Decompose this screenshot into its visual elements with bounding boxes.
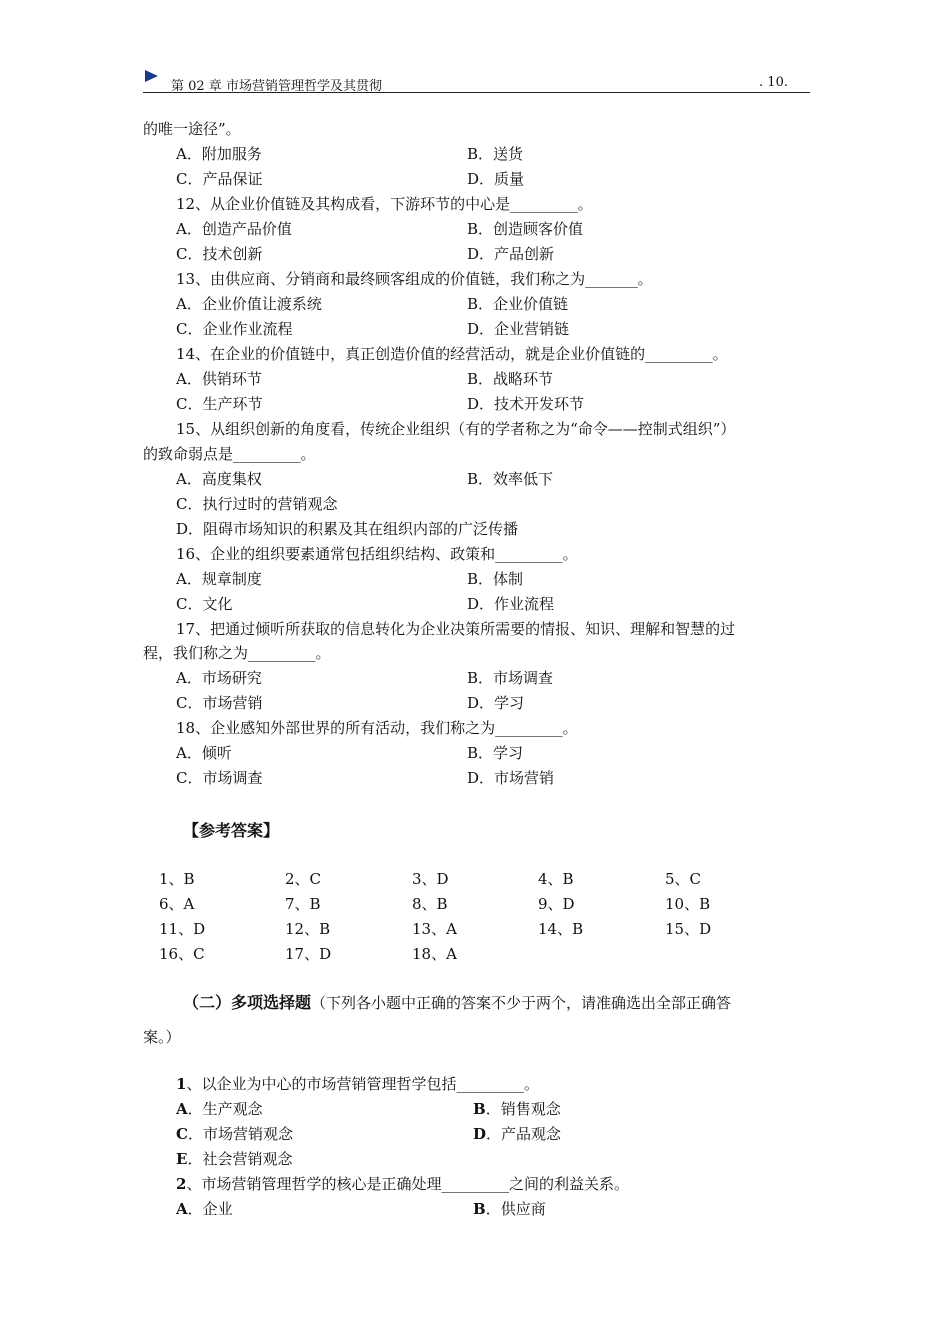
answer: 16、C [159,945,205,963]
option [473,1124,561,1144]
option: D．学习 [467,694,525,712]
option: B．市场调查 [467,669,554,687]
option: D．质量 [467,170,525,188]
option: C．市场调查 [176,769,263,787]
answer: 15、D [665,920,712,938]
question-14: 14、在企业的价值链中，真正创造价值的经营活动，就是企业价值链的_________。 [176,345,728,363]
option [473,1199,546,1219]
answer: 18、A [412,945,457,963]
option: A．市场研究 [176,669,262,687]
answer: 12、B [285,920,331,938]
option-text: ．供应商 [485,1200,546,1218]
multi-choice-note-continued: 案。） [143,1028,181,1046]
multi-question-1 [176,1074,539,1094]
option: C．市场营销 [176,694,263,712]
question-text: 、市场营销管理哲学的核心是正确处理_________之间的利益关系。 [186,1175,629,1193]
answer: 11、D [159,920,206,938]
answer: 6、A [159,895,195,913]
option: B．体制 [467,570,524,588]
option-letter: D [473,1125,487,1143]
answer: 14、B [538,920,584,938]
answer: 10、B [665,895,711,913]
question-12: 12、从企业价值链及其构成看，下游环节的中心是_________。 [176,195,593,213]
answer: 8、B [412,895,448,913]
answer: 9、D [538,895,575,913]
multi-question-2 [176,1174,629,1194]
option: D．企业营销链 [467,320,570,338]
option: C．生产环节 [176,395,263,413]
option: A．高度集权 [176,470,262,488]
option: B．创造顾客价值 [467,220,584,238]
answer: 17、D [285,945,332,963]
question-15-continued: 的致命弱点是_________。 [143,445,316,463]
option: A．倾听 [176,744,232,762]
question-15: 15、从组织创新的角度看，传统企业组织（有的学者称之为“命令——控制式组织”） [176,420,736,438]
option-letter: A [176,1200,188,1218]
question-number: 1 [176,1075,187,1093]
question-number: 2 [176,1175,187,1193]
question-13: 13、由供应商、分销商和最终顾客组成的价值链，我们称之为_______。 [176,270,653,288]
option: B．战略环节 [467,370,554,388]
option-letter: B [473,1100,486,1118]
option [176,1149,292,1169]
question-18: 18、企业感知外部世界的所有活动，我们称之为_________。 [176,719,578,737]
option: D．市场营销 [467,769,555,787]
flag-icon [145,70,158,82]
question-text: 、以企业为中心的市场营销管理哲学包括_________。 [186,1075,539,1093]
option-text: ．企业 [187,1200,233,1218]
page-number: . 10. [759,75,788,90]
option-text: ．产品观念 [486,1125,562,1143]
question-17: 17、把通过倾听所获取的信息转化为企业决策所需要的情报、知识、理解和智慧的过 [176,620,736,638]
option: D．阻碍市场知识的积累及其在组织内部的广泛传播 [176,520,519,538]
option-text: ．市场营销观念 [187,1125,293,1143]
option: C．企业作业流程 [176,320,293,338]
option-letter: B [473,1200,486,1218]
option: D．作业流程 [467,595,555,613]
option: A．企业价值让渡系统 [176,295,322,313]
option-letter: A [176,1100,188,1118]
option: B．学习 [467,744,524,762]
answer: 1、B [159,870,195,888]
option-letter: C [176,1125,188,1143]
question-continuation: 的唯一途径”。 [143,120,241,138]
option: B．送货 [467,145,524,163]
option: C．文化 [176,595,233,613]
option-text: ．社会营销观念 [187,1150,293,1168]
answer: 3、D [412,870,449,888]
answer: 5、C [665,870,702,888]
option-letter: E [176,1150,188,1168]
answer: 2、C [285,870,322,888]
option-text: ．销售观念 [485,1100,561,1118]
question-16: 16、企业的组织要素通常包括组织结构、政策和_________。 [176,545,578,563]
option [176,1199,233,1219]
page-header [143,70,810,93]
answer: 4、B [538,870,574,888]
option: A．创造产品价值 [176,220,292,238]
answer: 13、A [412,920,457,938]
option: C．产品保证 [176,170,263,188]
option: C．执行过时的营销观念 [176,495,338,513]
option: D．产品创新 [467,245,555,263]
option: C．技术创新 [176,245,263,263]
option: B．企业价值链 [467,295,569,313]
option [473,1099,561,1119]
option-text: ．生产观念 [187,1100,263,1118]
option: B．效率低下 [467,470,554,488]
option: A．供销环节 [176,370,262,388]
option: A．规章制度 [176,570,262,588]
option: D．技术开发环节 [467,395,585,413]
answers-heading: 【参考答案】 [183,821,280,840]
option: A．附加服务 [176,145,262,163]
multi-choice-heading: （二）多项选择题 [183,993,312,1012]
option [176,1099,263,1119]
multi-choice-note: （下列各小题中正确的答案不少于两个，请准确选出全部正确答 [311,994,732,1012]
option [176,1124,293,1144]
multi-choice-header [183,993,731,1013]
chapter-title: 第 02 章 市场营销管理哲学及其贯彻 [171,79,382,94]
question-17-continued: 程，我们称之为_________。 [143,644,331,662]
answer: 7、B [285,895,321,913]
